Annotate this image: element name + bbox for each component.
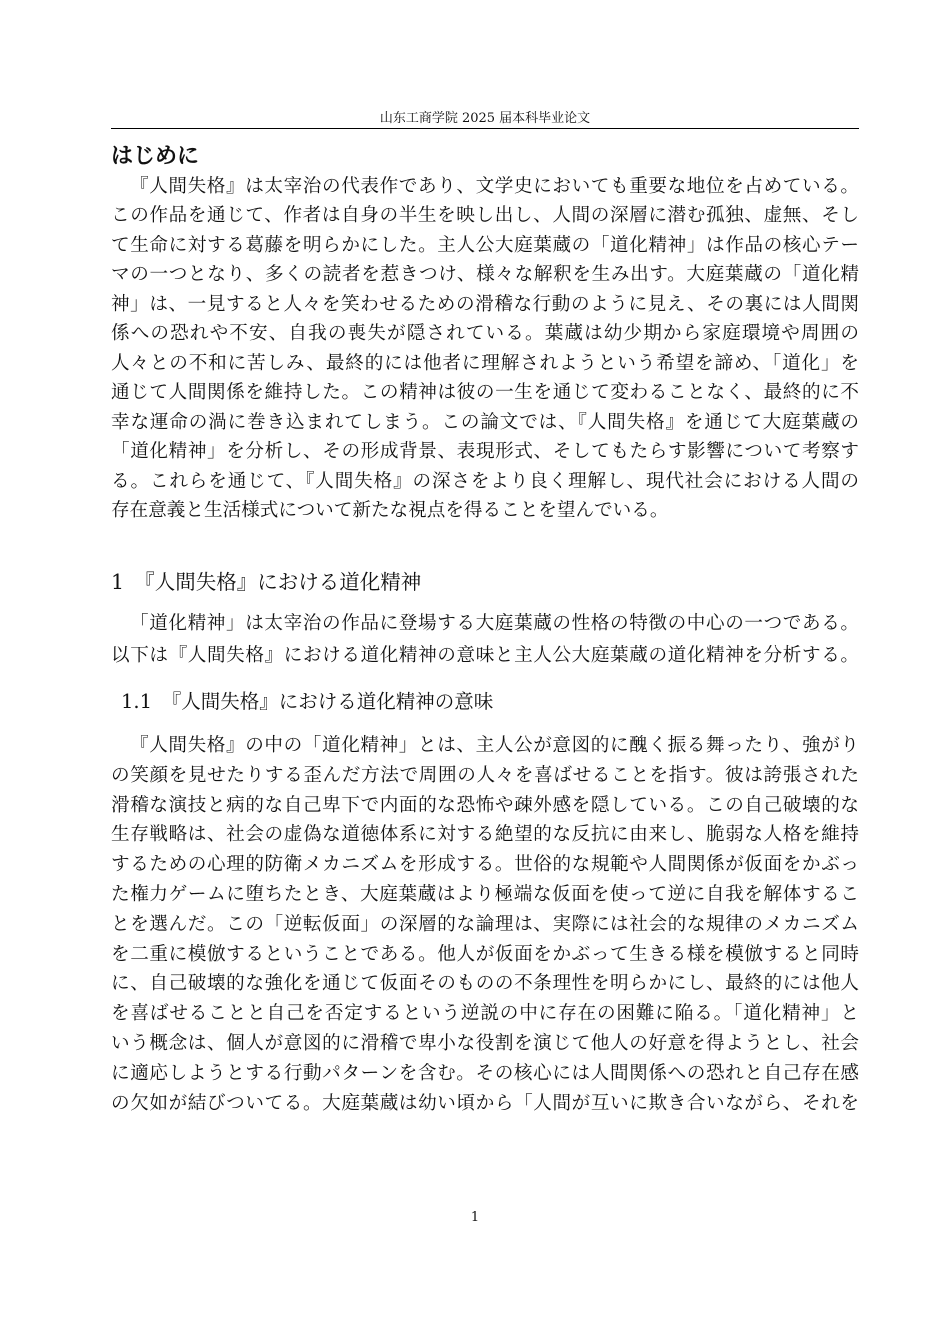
section-1-1-heading: 1.1 『人間失格』における道化精神の意味 xyxy=(121,690,494,713)
running-header: 山东工商学院 2025 届本科毕业论文 xyxy=(379,111,591,126)
text-line: 以下は『人間失格』における道化精神の意味と主人公大庭葉蔵の道化精神を分析する。 xyxy=(111,644,859,666)
page-number: 1 xyxy=(470,1210,480,1225)
text-line: に、自己破壊的な強化を通じて仮面そのものの不条理性を明らかにし、最終的には他人 xyxy=(111,973,859,995)
section-1-1 xyxy=(111,686,859,1118)
intro-section xyxy=(111,142,859,526)
section-1-paragraph xyxy=(111,608,859,671)
text-line: 幸な運命の渦に巻き込まれてしまう。この論文では、『人間失格』を通じて大庭葉蔵の xyxy=(111,411,859,433)
text-line: 人々との不和に苦しみ、最終的には他者に理解されようという希望を諦め、「道化」を xyxy=(111,352,859,374)
text-line: 神」は、一見すると人々を笑わせるための滑稽な行動のように見え、その裏には人間関 xyxy=(111,293,859,315)
text-line: の笑顔を見せたりする歪んだ方法で周囲の人々を喜ばせることを指す。彼は誇張された xyxy=(111,764,859,786)
text-line: この作品を通じて、作者は自身の半生を映し出し、人間の深層に潜む孤独、虚無、そし xyxy=(111,205,859,227)
text-line: 係への恐れや不安、自我の喪失が隠されている。葉蔵は幼少期から家庭環境や周囲の xyxy=(111,323,859,345)
text-line: 通じて人間関係を維持した。この精神は彼の一生を通じて変わることなく、最終的に不 xyxy=(111,382,859,404)
text-line: 『人間失格』は太宰治の代表作であり、文学史においても重要な地位を占めている。 xyxy=(130,175,859,197)
text-line: マの一つとなり、多くの読者を惹きつけ、様々な解釈を生み出す。大庭葉蔵の「道化精 xyxy=(111,264,859,286)
text-line: を二重に模倣するということである。他人が仮面をかぶって生きる様を模倣すると同時 xyxy=(111,943,859,965)
text-line: 生存戦略は、社会の虚偽な道徳体系に対する絶望的な反抗に由来し、脆弱な人格を維持 xyxy=(111,824,859,846)
text-line: を喜ばせることと自己を否定するという逆説の中に存在の困難に陥る。「道化精神」と xyxy=(111,1003,859,1025)
text-line: 滑稽な演技と病的な自己卑下で内面的な恐怖や疎外感を隠している。この自己破壊的な xyxy=(111,794,859,816)
intro-paragraph xyxy=(111,172,859,526)
section-1-1-paragraph xyxy=(111,731,859,1118)
intro-heading: はじめに xyxy=(111,143,200,169)
header-rule xyxy=(111,128,859,129)
text-line: とを選んだ。この「逆転仮面」の深層的な論理は、実際には社会的な規律のメカニズム xyxy=(111,913,859,935)
text-line: いう概念は、個人が意図的に滑稽で卑小な役割を演じて他人の好意を得ようとし、社会 xyxy=(111,1032,859,1054)
section-1 xyxy=(111,566,859,671)
text-line: 『人間失格』の中の「道化精神」とは、主人公が意図的に醜く振る舞ったり、強がり xyxy=(130,735,859,756)
text-line: に適応しようとする行動パターンを含む。その核心には人間関係への恐れと自己存在感 xyxy=(111,1062,859,1084)
text-line: 存在意義と生活様式について新たな視点を得ることを望んでいる。 xyxy=(111,500,669,522)
text-line: る。これらを通じて、『人間失格』の深さをより良く理解し、現代社会における人間の xyxy=(111,470,859,492)
section-1-heading: 1 『人間失格』における道化精神 xyxy=(111,570,422,594)
text-line: 「道化精神」は太宰治の作品に登場する大庭葉蔵の性格の特徴の中心の一つである。 xyxy=(130,613,859,634)
text-line: た権力ゲームに堕ちたとき、大庭葉蔵はより極端な仮面を使って逆に自我を解体するこ xyxy=(111,883,859,905)
text-line: の欠如が結びついてる。大庭葉蔵は幼い頃から「人間が互いに欺き合いながら、それを xyxy=(111,1092,859,1114)
text-line: て生命に対する葛藤を明らかにした。主人公大庭葉蔵の「道化精神」は作品の核心テー xyxy=(111,234,859,256)
text-line: するための心理的防衛メカニズムを形成する。世俗的な規範や人間関係が仮面をかぶっ xyxy=(111,854,859,876)
text-line: 「道化精神」を分析し、その形成背景、表現形式、そしてもたらす影響について考察す xyxy=(111,441,859,463)
